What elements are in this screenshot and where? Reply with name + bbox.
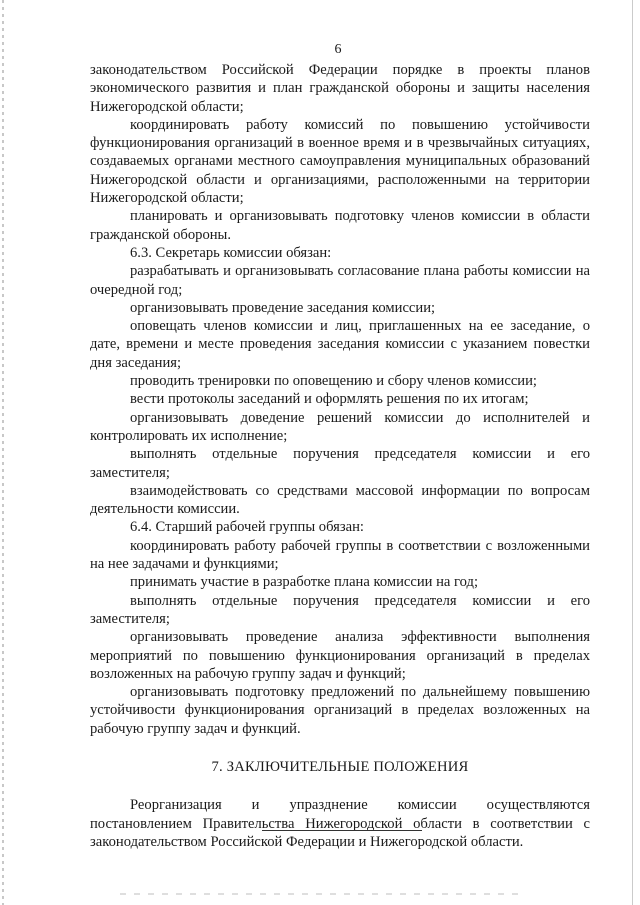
paragraph: принимать участие в разработке плана комиссии на год; <box>130 574 479 591</box>
paragraph: организовывать доведение решений комиссии до исполнителей и контролировать их исполнение; <box>90 409 590 444</box>
scan-edge-left <box>2 0 4 905</box>
paragraph: оповещать членов комиссии и лиц, приглашенных на ее заседание, о дате, времени и месте проведения заседания комиссии с указанием повестки дня заседания; <box>90 318 590 371</box>
paragraph: координировать работу комиссий по повышению устойчивости функционирования организаций в военное время и в чрезвычайных ситуациях, создаваемых органами местного самоуправления муниципальных образований Нижегородской области и организациями, расположенными на территории Нижегородской области; <box>90 116 590 207</box>
paragraph: взаимодействовать со средствами массовой информации по вопросам деятельности комиссии. <box>90 482 590 518</box>
paragraph: выполнять отдельные поручения председателя комиссии и его заместителя; <box>90 592 590 627</box>
paragraph: организовывать подготовку предложений по дальнейшему повышению устойчивости функционирования организаций в пределах возложенных на рабочую группу задач и функций. <box>90 684 590 737</box>
page-number: 6 <box>334 42 342 57</box>
scan-artifact <box>120 893 520 895</box>
subsection-heading: 6.3. Секретарь комиссии обязан: <box>130 244 332 261</box>
paragraph: законодательством Российской Федерации порядке в проекты планов экономического развития и план гражданской обороны и защиты населения Нижегородской области; <box>90 62 590 115</box>
paragraph: организовывать проведение заседания комиссии; <box>130 299 436 316</box>
paragraph: планировать и организовывать подготовку членов комиссии в области гражданской обороны. <box>90 208 590 243</box>
paragraph: вести протоколы заседаний и оформлять решения по их итогам; <box>130 391 529 408</box>
subsection-heading: 6.4. Старший рабочей группы обязан: <box>130 519 364 536</box>
scan-edge-right <box>632 0 633 905</box>
paragraph: координировать работу рабочей группы в соответствии с возложенными на нее задачами и функциями; <box>90 537 590 573</box>
document-body <box>90 61 590 851</box>
closing-paragraph: Реорганизация и упразднение комиссии осуществляются постановлением Правительства Нижегородской области в соответствии с законодательством Российской Федерации и Нижегородской области. <box>90 797 590 850</box>
paragraph: организовывать проведение анализа эффективности выполнения мероприятий по повышению функционирования организаций в пределах возложенных на рабочую группу задач и функций; <box>90 629 590 682</box>
paragraph: проводить тренировки по оповещению и сбору членов комиссии; <box>130 373 537 390</box>
section-heading: 7. ЗАКЛЮЧИТЕЛЬНЫЕ ПОЛОЖЕНИЯ <box>211 758 469 775</box>
paragraph: разрабатывать и организовывать согласование плана работы комиссии на очередной год; <box>90 263 590 298</box>
paragraph: выполнять отдельные поручения председателя комиссии и его заместителя; <box>90 446 590 481</box>
closing-divider <box>262 830 422 831</box>
